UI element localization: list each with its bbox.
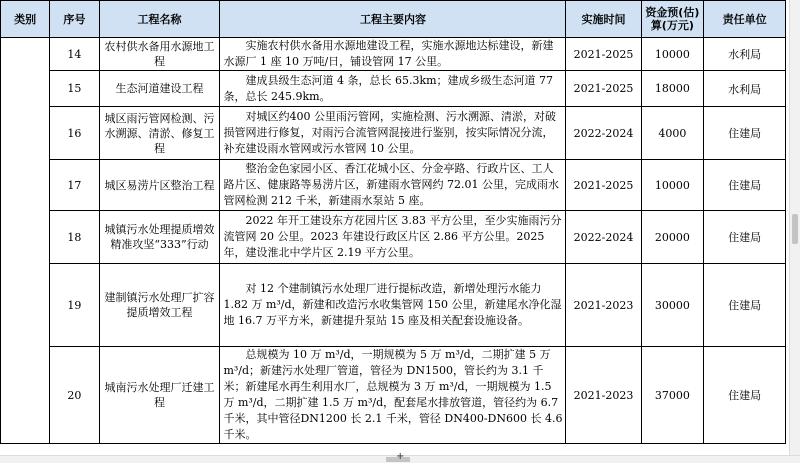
table-row [1, 264, 786, 347]
unit-cell[interactable]: 水利局 [704, 38, 786, 71]
unit-cell[interactable]: 水利局 [704, 71, 786, 107]
content-cell[interactable]: 实施农村供水备用水源地建设工程，实施水源地达标建设，新建水源厂 1 座 10 万吨/日，铺设管网 17 公里。 [220, 38, 566, 71]
table-row [1, 71, 786, 107]
content-cell[interactable]: 2022 年开工建设东方花园片区 3.83 平方公里，至少实施雨污分流管网 20 公里。2023 年建设行政区片区 2.86 平方公里。2025 年，建设淮北中学片区 2.19 平方公里。 [220, 211, 566, 264]
vertical-scroll-thumb[interactable] [792, 214, 798, 244]
unit-cell[interactable]: 住建局 [704, 211, 786, 264]
content-cell[interactable]: 整治金色家园小区、香江花城小区、分金亭路、行政片区、工人路片区、健康路等易涝片区，新建雨水管网约 72.01 公里，完成雨水管网检测 212 千米，新建雨水泵站 5 座。 [220, 160, 566, 211]
header-project-name: 工程名称 [99, 1, 220, 38]
project-name-cell[interactable]: 城区易涝片区整治工程 [99, 160, 220, 211]
content-cell[interactable]: 对城区约400 公里雨污管网，实施检测、污水溯源、清淤，对破损管网进行修复，对雨污合流管网混接进行鉴别，按实际情况分流，补充建设雨水管网或污水管网 10 公里。 [220, 107, 566, 160]
content-cell[interactable]: 对 12 个建制镇污水处理厂进行提标改造，新增处理污水能力 1.82 万 m³/d，新建和改造污水收集管网 150 公里，新建尾水净化湿地 16.7 万平方米，新建提升泵站 15 座及相关配套设施设备。 [220, 264, 566, 347]
period-cell[interactable]: 2021-2025 [566, 160, 641, 211]
period-cell[interactable]: 2021-2023 [566, 347, 641, 444]
content-cell[interactable]: 总规模为 10 万 m³/d，一期规模为 5 万 m³/d，二期扩建 5 万 m³/d；新建污水处理厂管道，管径为 DN1500，管长约为 3.1 千米；新建尾水再生利用水厂，总规模为 3 万 m³/d，一期规模为 1.5 万 m³/d，二期扩建 1.5 万 m³/d，配套尾水排放管道，管径约为 6.7 千米，其中管径DN1200 长 2.1 千米，管径 DN400-DN600 长 4.6 千米。 [220, 347, 566, 444]
header-number: 序号 [50, 1, 99, 38]
project-name-cell[interactable]: 城南污水处理厂迁建工程 [99, 347, 220, 444]
budget-cell[interactable]: 37000 [641, 347, 704, 444]
header-responsible-unit: 责任单位 [704, 1, 786, 38]
plus-icon[interactable]: + [396, 451, 405, 462]
header-main-content: 工程主要内容 [220, 1, 566, 38]
content-cell[interactable]: 建成县级生态河道 4 条，总长 65.3km；建成乡级生态河道 77 条，总长 245.9km。 [220, 71, 566, 107]
table-row [1, 347, 786, 444]
budget-cell[interactable]: 20000 [641, 211, 704, 264]
unit-cell[interactable]: 住建局 [704, 160, 786, 211]
table-row [1, 107, 786, 160]
table-row [1, 38, 786, 71]
budget-cell[interactable]: 10000 [641, 38, 704, 71]
unit-cell[interactable]: 住建局 [704, 107, 786, 160]
number-cell[interactable]: 19 [50, 264, 99, 347]
budget-cell[interactable]: 18000 [641, 71, 704, 107]
budget-cell[interactable]: 10000 [641, 160, 704, 211]
header-period: 实施时间 [566, 1, 641, 38]
table-row [1, 160, 786, 211]
header-budget: 资金预(估)算(万元) [641, 1, 704, 38]
number-cell[interactable]: 15 [50, 71, 99, 107]
project-name-cell[interactable]: 城镇污水处理提质增效精准攻坚“333”行动 [99, 211, 220, 264]
budget-cell[interactable]: 30000 [641, 264, 704, 347]
period-cell[interactable]: 2021-2025 [566, 38, 641, 71]
number-cell[interactable]: 14 [50, 38, 99, 71]
number-cell[interactable]: 20 [50, 347, 99, 444]
table-row [1, 211, 786, 264]
period-cell[interactable]: 2022-2024 [566, 107, 641, 160]
budget-cell[interactable]: 4000 [641, 107, 704, 160]
project-name-cell[interactable]: 城区雨污管网检测、污水溯源、清淤、修复工程 [99, 107, 220, 160]
period-cell[interactable]: 2021-2025 [566, 71, 641, 107]
period-cell[interactable]: 2021-2023 [566, 264, 641, 347]
unit-cell[interactable]: 住建局 [704, 264, 786, 347]
number-cell[interactable]: 17 [50, 160, 99, 211]
category-cell[interactable] [1, 38, 50, 444]
vertical-scrollbar[interactable] [789, 0, 800, 456]
project-name-cell[interactable]: 建制镇污水处理厂扩容提质增效工程 [99, 264, 220, 347]
number-cell[interactable]: 16 [50, 107, 99, 160]
period-cell[interactable]: 2022-2024 [566, 211, 641, 264]
number-cell[interactable]: 18 [50, 211, 99, 264]
project-name-cell[interactable]: 农村供水备用水源地工程 [99, 38, 220, 71]
unit-cell[interactable]: 住建局 [704, 347, 786, 444]
header-row [1, 1, 786, 38]
header-category: 类别 [1, 1, 50, 38]
project-name-cell[interactable]: 生态河道建设工程 [99, 71, 220, 107]
